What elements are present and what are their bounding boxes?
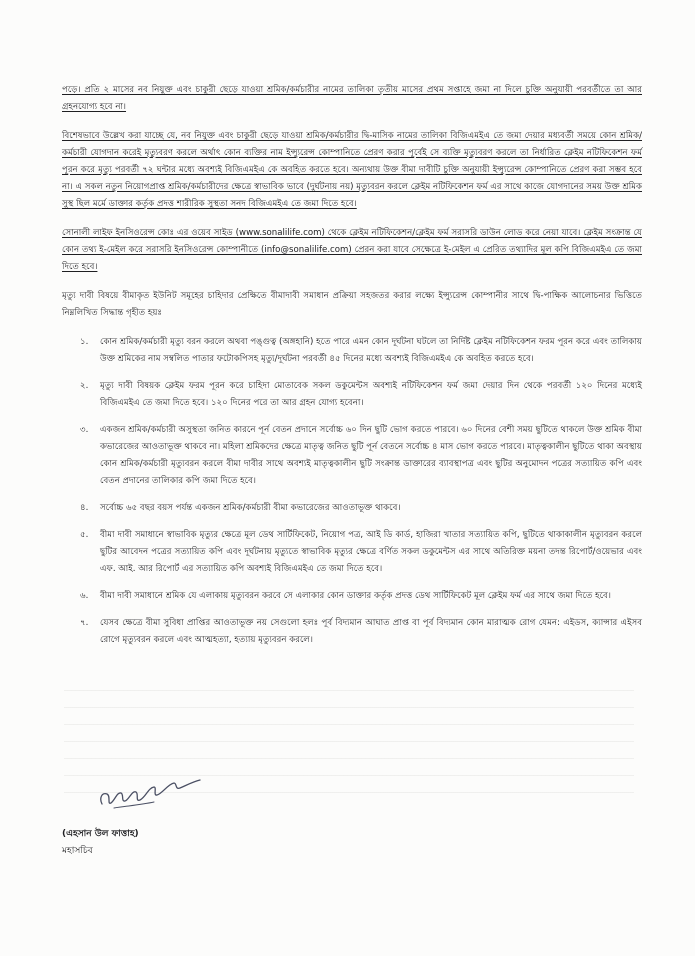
list-item-text: বীমা দাবী সমাধানে শ্রমিক যে এলাকায় মৃত্যুবরন করবে সে এলাকার কোন ডাক্তার কর্তৃক প্রদত্ত ডেথ সার্টিফিকেট মূল ক্লেইম ফর্ম এর সাথে জমা দিতে হবে। [100,591,611,601]
list-item [62,615,642,649]
list-item-text: যেসব ক্ষেত্রে বীমা সুবিধা প্রাপ্তির আওতাভূক্ত নয় সেগুলো হলঃ পূর্ব বিদ্যমান আঘাত প্রাপ্ত বা পূর্ব বিদ্যমান কোন মারাত্মক রোগ যেমন: এইডস, ক্যান্সার এইসব রোগে মৃত্যুবরন করলে এবং আত্মহত্যা, হত্যায় মৃত্যুবরন করলে। [100,618,642,645]
list-item-text: একজন শ্রমিক/কর্মচারী অসুস্থতা জনিত কারনে পূর্ন বেতন প্রদানে সর্বোচ্চ ৬০ দিন ছুটি ভোগ করতে পারবে। ৬০ দিনের বেশী সময় ছুটিতে থাকলে উক্ত শ্রমিক বীমা কভারেজের আওতাভূক্ত থাকবে না। মহিলা শ্রমিকদের ক্ষেত্রে মাতৃত্ব জনিত ছুটি পূর্ন বেতনে সর্বোচ্চ ৪ মাস ভোগ করতে পারবে। মাতৃত্বকালীন ছুটিতে থাকা অবস্থায় কোন শ্রমিক/কর্মচারী মৃত্যুবরন করলে বীমা দাবীর সাথে অবশ্যই মাতৃত্বকালীন ছুটি সংক্রান্ত ডাক্তারের ব্যাবস্থাপত্র এবং ছুটির অনুমোদন পত্রের সত্যায়িত কপি এবং বেতন প্রদানের তালিকার কপি জমা দিতে হবে। [100,425,642,486]
list-item [62,422,642,490]
list-item-text: বীমা দাবী সমাধানে স্বাভাবিক মৃত্যুর ক্ষেত্রে মূল ডেথ সার্টিফিকেট, নিয়োগ পত্র, আই ডি কার্ড, হাজিরা খাতার সত্যায়িত কপি, ছুটিতে থাকাকালীন মৃত্যুবরন করলে ছুটির আবেদন পত্রের সত্যায়িত কপি এবং দূর্ঘটনায় মৃত্যুতে স্বাভাবিক মৃত্যুর ক্ষেত্রে বর্ণিত সকল ডকুমেন্টস এর সাথে অতিরিক্ত ময়না তদন্ত রিপোর্ট/ওয়েভার এবং এফ. আই. আর রিপোর্ট এর সত্যায়িত কপি অবশ্যই বিজিএমইএ তে জমা দিতে হবে। [100,530,642,574]
list-item [62,378,642,412]
list-item-text: কোন শ্রমিক/কর্মচারী মৃত্যু বরন করলে অথবা পঙ্গুত্ব (অঙ্গহানি) হতে পারে এমন কোন দূর্ঘটনা ঘটলে তা নির্দিষ্ট ক্লেইম নটিফিকেশন ফরম পূরন করে এবং তালিকায় উক্ত শ্রমিকের নাম সম্বলিত পাতার ফটোকপিসহ মৃত্যু/দূর্ঘটনা পরবর্তী ৪৫ দিনের মধ্যে অবশ্যই বিজিএমইএ কে অবহিত করতে হবে। [100,337,642,364]
handwritten-signature [96,778,206,814]
list-item-number: ২. [80,381,89,391]
list-item-number: ৪. [80,503,89,513]
list-item-number: ৬. [80,591,89,601]
list-item [62,334,642,368]
document-body [62,82,642,659]
decision-list [62,334,642,649]
list-item-number: ৩. [80,425,89,435]
paragraph-new-employee-death: বিশেষভাবে উল্লেখ করা যাচ্ছে যে, নব নিযুক্ত এবং চাকুরী ছেড়ে যাওয়া শ্রমিক/কর্মচারীর দ্বি-মাসিক নামের তালিকা বিজিএমইএ তে জমা দেয়ার মধ্যবর্তী সময়ে কোন শ্রমিক/কর্মচারী যোগদান করেই মৃত্যুবরণ করলে অর্থাৎ কোন ব্যক্তির নাম ইন্স্যুরেন্স কোম্পানিতে প্রেরণ করার পূর্বেই সে ব্যক্তি মৃত্যুবরণ করলে তা নির্ধারিত ক্লেইম নটিফিকেশন ফর্ম পূরন করে মৃত্যু পরবর্তী ৭২ ঘন্টার মধ্যে অবশ্যই বিজিএমইএ কে অবহিত করতে হবে। অন্যথায় উক্ত বীমা দাবীটি চুক্তি অনুযায়ী ইন্স্যুরেন্স কোম্পানিতে প্রেরণ করা সম্ভব হবে না। এ সকল নতুন নিয়োগপ্রাপ্ত শ্রমিক/কর্মচারীদের ক্ষেত্রে স্বাভাবিক ভাবে (দুর্ঘটনায় নয়) মৃত্যুবরন করলে ক্লেইম নটিফিকেশন ফর্ম এর সাথে কাজে যোগদানের সময় উক্ত শ্রমিক সুস্থ ছিল মর্মে ডাক্তার কর্তৃক প্রদত্ত শারীরিক সুস্থতা সনদ বিজিএমইএ তে জমা দিতে হবে। [62,131,642,209]
list-item-text: মৃত্যু দাবী বিষয়ক ক্লেইম ফরম পূরন করে চাহিদা মোতাবেক সকল ডকুমেন্টস অবশ্যই নটিফিকেশন ফর্ম জমা দেয়ার দিন থেকে পরবর্তী ১২০ দিনের মধ্যেই বিজিএমইএ তে জমা দিতে হবে। ১২০ দিনের পরে তা আর গ্রহন যোগ্য হবেনা। [100,381,642,408]
list-item-number: ৫. [80,530,89,540]
paragraph-list-deadline: পড়ে। প্রতি ২ মাসের নব নিযুক্ত এবং চাকুরী ছেড়ে যাওয়া শ্রমিক/কর্মচারীর নামের তালিকা তৃতীয় মাসের প্রথম সপ্তাহে জমা না দিলে চুক্তি অনুযায়ী পরবর্তীতে তা আর গ্রহনযোগ্য হবে না। [62,85,642,112]
paragraph-website-email: সোনালী লাইফ ইনসিওরেন্স কোঃ এর ওয়েব সাইড (www.sonalilife.com) থেকে ক্লেইম নটিফিকেশন/ক্লেইম ফর্ম সরাসরি ডাউন লোড করে নেয়া যাবে। ক্লেইম সংক্রান্ত যে কোন তথ্য ই-মেইল করে সরাসরি ইনসিওরেন্স কোম্পানীতে (info@sonalilife.com) প্রেরন করা যাবে সেক্ষেত্রে ই-মেইল এ প্রেরিত তথ্যাদির মূল কপি বিজিএমইএ তে জমা দিতে হবে। [62,228,642,272]
list-item [62,527,642,578]
list-item-number: ৭. [80,618,89,628]
list-item-number: ১. [80,337,89,347]
paragraph-decisions-intro: মৃত্যু দাবী বিষয়ে বীমাকৃত ইউনিট সমূহের চাহিদার প্রেক্ষিতে বীমাদাবী সমাধান প্রক্রিয়া সহজতর করার লক্ষ্যে ইন্স্যুরেন্স কোম্পানীর সাথে দ্বি-পাক্ষিক আলোচনার ভিত্তিতে নিম্নলিখিত সিদ্ধান্ত গৃহীত হয়ঃ [62,291,642,318]
signatory-title: মহাসচিব [62,846,93,856]
list-item [62,588,642,605]
list-item [62,500,642,517]
list-item-text: সর্বোচ্চ ৬৫ বছর বয়স পর্যন্ত একজন শ্রমিক/কর্মচারী বীমা কভারেজের আওতাভূক্ত থাকবে। [100,503,401,513]
signatory-name: (এহসান উল ফাত্তাহ) [62,829,139,839]
